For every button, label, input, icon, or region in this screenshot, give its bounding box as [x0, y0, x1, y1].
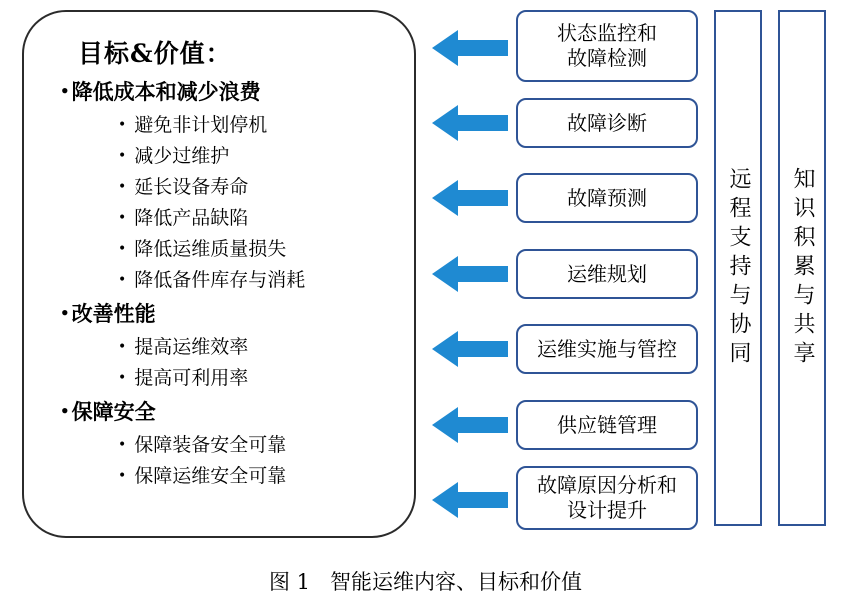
process-box-condition-monitoring[interactable] [516, 10, 698, 82]
arrow-left-icon [432, 103, 508, 143]
goal-item-label: 降低产品缺陷 [134, 207, 249, 229]
bullet-icon: • [118, 370, 127, 386]
goal-group-cost [60, 76, 400, 106]
goal-item [118, 203, 400, 230]
goal-item-label: 保障装备安全可靠 [134, 434, 287, 456]
goal-item-label: 避免非计划停机 [134, 114, 268, 136]
process-box-text: 故障诊断 [567, 110, 647, 135]
process-box-fault-diagnosis[interactable] [516, 98, 698, 148]
process-box-text: 故障预测 [567, 185, 647, 210]
bullet-icon: • [118, 272, 127, 288]
process-box-root-cause-analysis[interactable] [516, 466, 698, 530]
bullet-icon: • [118, 117, 127, 133]
goal-item [118, 110, 400, 137]
bullet-icon: • [60, 402, 70, 420]
process-box-text: 供应链管理 [557, 412, 657, 437]
goal-item-label: 提高可利用率 [134, 367, 249, 389]
goal-item [118, 363, 400, 390]
goal-group-safety [60, 396, 400, 426]
goal-item [118, 265, 400, 292]
bullet-icon: • [118, 148, 127, 164]
process-box-line1: 故障原因分析和 [537, 473, 677, 497]
process-box-text [557, 21, 657, 71]
goal-group-cost-label: 降低成本和减少浪费 [71, 79, 261, 104]
goal-item-label: 减少过维护 [134, 145, 230, 167]
process-box-text: 运维规划 [567, 261, 647, 286]
bullet-icon: • [60, 304, 70, 322]
bullet-icon: • [118, 241, 127, 257]
figure-number: 图 1 [268, 570, 311, 594]
bullet-icon: • [118, 210, 127, 226]
goal-group-performance-label: 改善性能 [71, 301, 156, 326]
goal-item-label: 保障运维安全可靠 [134, 465, 287, 487]
column-remote-support-label: 远程支持与协同 [726, 166, 751, 370]
arrow-left-icon [432, 178, 508, 218]
figure-caption-text: 智能运维内容、目标和价值 [330, 570, 583, 594]
arrow-left-icon [432, 28, 508, 68]
goal-item [118, 332, 400, 359]
column-knowledge-sharing-label: 知识积累与共享 [790, 166, 815, 370]
goals-and-value-panel [22, 10, 416, 538]
process-box-supply-chain[interactable] [516, 400, 698, 450]
process-box-maintenance-planning[interactable] [516, 249, 698, 299]
arrow-left-icon [432, 329, 508, 369]
process-box-text [537, 473, 677, 523]
goal-item-label: 提高运维效率 [134, 336, 249, 358]
figure-caption [0, 566, 851, 596]
bullet-icon: • [118, 437, 127, 453]
bullet-icon: • [118, 179, 127, 195]
arrow-left-icon [432, 254, 508, 294]
goal-item [118, 234, 400, 261]
process-box-text: 运维实施与管控 [537, 336, 677, 361]
goal-item [118, 461, 400, 488]
column-remote-support[interactable] [714, 10, 762, 526]
goal-item-label: 延长设备寿命 [134, 176, 249, 198]
bullet-icon: • [118, 468, 127, 484]
bullet-icon: • [118, 339, 127, 355]
process-box-maintenance-execution[interactable] [516, 324, 698, 374]
arrow-left-icon [432, 405, 508, 445]
bullet-icon: • [60, 82, 70, 100]
goal-group-performance [60, 298, 400, 328]
goal-item-label: 降低备件库存与消耗 [134, 269, 306, 291]
goals-content [60, 34, 400, 492]
column-knowledge-sharing[interactable] [778, 10, 826, 526]
goal-item [118, 430, 400, 457]
goal-item [118, 141, 400, 168]
goals-title: 目标&价值： [78, 39, 232, 68]
process-box-fault-prediction[interactable] [516, 173, 698, 223]
process-box-line2: 故障检测 [567, 46, 647, 70]
goal-item [118, 172, 400, 199]
arrow-left-icon [432, 480, 508, 520]
goal-group-safety-label: 保障安全 [71, 399, 156, 424]
process-box-line2: 设计提升 [567, 498, 647, 522]
goal-item-label: 降低运维质量损失 [134, 238, 287, 260]
process-box-line1: 状态监控和 [557, 21, 657, 45]
